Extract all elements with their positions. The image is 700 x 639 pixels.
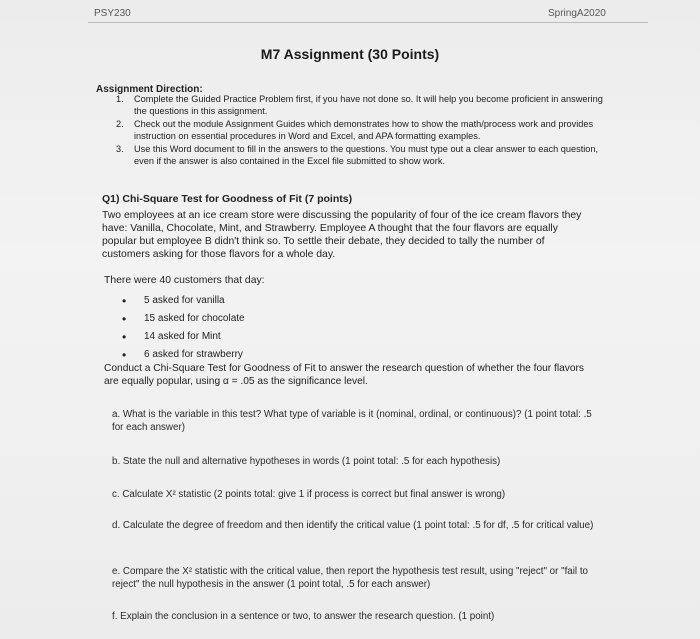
list-item-text: 5 asked for vanilla xyxy=(144,295,225,306)
part-c-question: c. Calculate X² statistic (2 points total: give 1 if process is correct but final answer is wrong) xyxy=(112,489,506,500)
bullet-icon: • xyxy=(122,294,127,308)
direction-number: 3. xyxy=(116,144,124,154)
part-f-question: f. Explain the conclusion in a sentence or two, to answer the research question. (1 point) xyxy=(112,611,495,622)
bullet-icon: • xyxy=(122,312,127,326)
direction-text: Complete the Guided Practice Problem first, if you have not done so. It will help you become proficient in answering the questions in this assignment. xyxy=(134,94,603,116)
page-title: M7 Assignment (30 Points) xyxy=(260,46,440,62)
bullet-icon: • xyxy=(122,330,127,344)
header-course: PSY230 xyxy=(94,8,131,19)
question-intro: There were 40 customers that day: xyxy=(104,275,265,286)
question-heading: Q1) Chi-Square Test for Goodness of Fit (7 points) xyxy=(102,193,353,205)
direction-number: 1. xyxy=(116,94,124,104)
direction-item xyxy=(112,93,612,117)
question-body: Two employees at an ice cream store were discussing the popularity of four of the ice cream flavors they have: Vanilla, Chocolate, Mint, and Strawberry. Employee A thought that the four flavors are equally popular but employee B didn't think so. To settle their debate, they decided to tally the number of customers asking for those flavors for a whole day. xyxy=(102,210,582,260)
part-d-question: d. Calculate the degree of freedom and then identify the critical value (1 point total: .5 for df, .5 for critical value) xyxy=(112,520,594,531)
list-item-text: 6 asked for strawberry xyxy=(144,349,243,360)
direction-text: Check out the module Assignment Guides which demonstrates how to show the math/process work and provides instruction on essential procedures in Word and Excel, and APA formatting examples. xyxy=(134,119,594,141)
list-item-text: 14 asked for Mint xyxy=(144,331,221,342)
directions-heading: Assignment Direction: xyxy=(96,84,203,95)
part-b-question: b. State the null and alternative hypotheses in words (1 point total: .5 for each hypothesis) xyxy=(112,456,501,467)
list-item-text: 15 asked for chocolate xyxy=(144,313,245,324)
header-term: SpringA2020 xyxy=(548,8,606,19)
part-a-question: a. What is the variable in this test? What type of variable is it (nominal, ordinal, or continuous)? (1 point total: .5 for each answer) xyxy=(112,409,592,433)
direction-number: 2. xyxy=(116,119,124,129)
header-divider xyxy=(88,22,648,23)
customer-tally-list xyxy=(120,292,245,364)
list-item xyxy=(120,328,245,346)
list-item xyxy=(120,292,245,310)
direction-item xyxy=(112,118,612,142)
directions-list xyxy=(112,93,612,168)
conduct-instruction: Conduct a Chi-Square Test for Goodness of Fit to answer the research question of whether the four flavors are equally popular, using α = .05 as the significance level. xyxy=(104,363,585,387)
list-item xyxy=(120,310,245,328)
direction-item xyxy=(112,143,612,167)
bullet-icon: • xyxy=(122,348,127,362)
part-e-question: e. Compare the X² statistic with the critical value, then report the hypothesis test result, using "reject" or "fail to reject" the null hypothesis in the answer (1 point total, .5 for each answer) xyxy=(112,566,589,590)
direction-text: Use this Word document to fill in the answers to the questions. You must type out a clear answer to each question, even if the answer is also contained in the Excel file submitted to show work. xyxy=(134,144,599,166)
